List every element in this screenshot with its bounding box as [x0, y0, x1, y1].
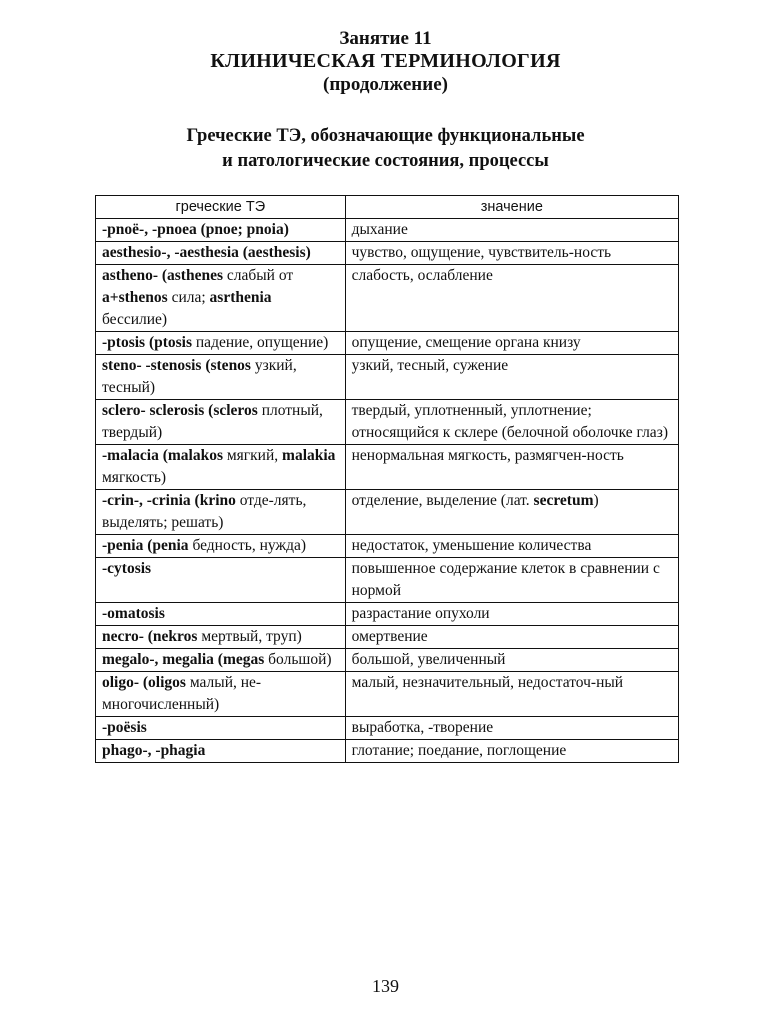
text-segment: повышенное содержание клеток в сравнении с нормой	[351, 560, 660, 599]
text-segment: мертвый, труп)	[197, 628, 302, 645]
term-cell	[96, 242, 346, 265]
chapter-subtitle: (продолжение)	[323, 74, 448, 95]
term-bold-segment: steno- -stenosis (stenos	[102, 357, 251, 374]
term-cell	[96, 717, 346, 740]
term-bold-segment: secretum	[533, 492, 594, 509]
text-segment: чувство, ощущение, чувствитель-ность	[351, 244, 612, 261]
term-cell	[96, 445, 346, 490]
text-segment: )	[593, 492, 599, 509]
table-row	[96, 558, 679, 603]
term-bold-segment: megalo-, megalia (megas	[102, 651, 265, 668]
table-row	[96, 332, 679, 355]
lesson-number: Занятие 11	[339, 28, 432, 49]
term-cell	[96, 558, 346, 603]
term-bold-segment: -crin-, -crinia (krino	[102, 492, 236, 509]
chapter-title: КЛИНИЧЕСКАЯ ТЕРМИНОЛОГИЯ	[210, 50, 561, 72]
meaning-cell	[345, 219, 678, 242]
meaning-cell	[345, 558, 678, 603]
meaning-cell	[345, 603, 678, 626]
term-cell	[96, 490, 346, 535]
meaning-cell	[345, 400, 678, 445]
term-bold-segment: -poёsis	[102, 719, 147, 736]
meaning-cell	[345, 740, 678, 763]
term-bold-segment: oligo- (oligos	[102, 674, 186, 691]
meaning-cell	[345, 332, 678, 355]
term-bold-segment: malakia	[282, 447, 336, 464]
table-row	[96, 219, 679, 242]
table-row	[96, 242, 679, 265]
text-segment: ненормальная мягкость, размягчен-ность	[351, 447, 624, 464]
table-row	[96, 445, 679, 490]
table-row	[96, 265, 679, 332]
column-header-meaning: значение	[345, 196, 678, 219]
meaning-cell	[345, 265, 678, 332]
term-cell	[96, 219, 346, 242]
text-segment: сила;	[167, 289, 210, 306]
table-row	[96, 649, 679, 672]
term-bold-segment: -cytosis	[102, 560, 152, 577]
text-segment: слабый от	[223, 267, 294, 284]
text-segment: разрастание опухоли	[351, 605, 490, 622]
term-cell	[96, 265, 346, 332]
term-cell	[96, 535, 346, 558]
text-segment: падение, опущение)	[192, 334, 329, 351]
column-header-greek-te: греческие ТЭ	[96, 196, 346, 219]
table-row	[96, 490, 679, 535]
text-segment: бессилие)	[102, 311, 168, 328]
meaning-cell	[345, 672, 678, 717]
section-title-line-2: и патологические состояния, процессы	[222, 151, 549, 171]
term-cell	[96, 740, 346, 763]
table-row	[96, 626, 679, 649]
meaning-cell	[345, 490, 678, 535]
text-segment: недостаток, уменьшение количества	[351, 537, 592, 554]
meaning-cell	[345, 535, 678, 558]
text-segment: плотный, твердый)	[102, 402, 323, 441]
meaning-cell	[345, 649, 678, 672]
table-row	[96, 535, 679, 558]
text-segment: большой, увеличенный	[351, 651, 506, 668]
meaning-cell	[345, 717, 678, 740]
term-cell	[96, 603, 346, 626]
meaning-cell	[345, 355, 678, 400]
section-title-line-1: Греческие ТЭ, обозначающие функциональные	[186, 126, 585, 146]
text-segment: твердый, уплотненный, уплотнение; относящийся к склере (белочной оболочке глаз)	[351, 402, 668, 441]
table-row	[96, 672, 679, 717]
page-number: 139	[372, 976, 399, 996]
term-cell	[96, 400, 346, 445]
term-bold-segment: astheno- (asthenes	[102, 267, 223, 284]
term-bold-segment: -pnoё-, -pnoea (pnoe; pnoia)	[102, 221, 289, 238]
meaning-cell	[345, 626, 678, 649]
table-row	[96, 400, 679, 445]
text-segment: дыхание	[351, 221, 408, 238]
text-segment: мягкость)	[102, 469, 167, 486]
text-segment: узкий, тесный)	[102, 357, 297, 396]
meaning-cell	[345, 242, 678, 265]
text-segment: выработка, -творение	[351, 719, 494, 736]
term-cell	[96, 332, 346, 355]
table-row	[96, 740, 679, 763]
text-segment: малый, не-многочисленный)	[102, 674, 262, 713]
term-cell	[96, 649, 346, 672]
text-segment: опущение, смещение органа книзу	[351, 334, 581, 351]
text-segment: малый, незначительный, недостаточ-ный	[351, 674, 624, 691]
text-segment: большой)	[264, 651, 332, 668]
text-segment: отде-лять, выделять; решать)	[102, 492, 307, 531]
term-bold-segment: a+sthenos	[102, 289, 168, 306]
term-bold-segment: necro- (nekros	[102, 628, 198, 645]
text-segment: омертвение	[351, 628, 428, 645]
term-bold-segment: asrthenia	[209, 289, 272, 306]
term-cell	[96, 672, 346, 717]
text-segment: бедность, нужда)	[188, 537, 307, 554]
table-row	[96, 355, 679, 400]
term-bold-segment: -ptosis (ptosis	[102, 334, 193, 351]
text-segment: глотание; поедание, поглощение	[351, 742, 567, 759]
term-bold-segment: -omatosis	[102, 605, 165, 622]
term-cell	[96, 355, 346, 400]
term-bold-segment: phago-, -phagia	[102, 742, 206, 759]
meaning-cell	[345, 445, 678, 490]
table-header-row	[96, 196, 679, 219]
term-bold-segment: sclero- sclerosis (scleros	[102, 402, 258, 419]
term-bold-segment: -penia (penia	[102, 537, 189, 554]
terminology-table	[95, 195, 679, 763]
term-bold-segment: aesthesio-, -aesthesia (aesthesis)	[102, 244, 311, 261]
text-segment: отделение, выделение (лат.	[351, 492, 534, 509]
text-segment: слабость, ослабление	[351, 267, 493, 284]
term-cell	[96, 626, 346, 649]
term-bold-segment: -malacia (malakos	[102, 447, 223, 464]
text-segment: мягкий,	[222, 447, 283, 464]
text-segment: узкий, тесный, сужение	[351, 357, 509, 374]
table-body	[96, 219, 679, 763]
table-row	[96, 603, 679, 626]
table-row	[96, 717, 679, 740]
